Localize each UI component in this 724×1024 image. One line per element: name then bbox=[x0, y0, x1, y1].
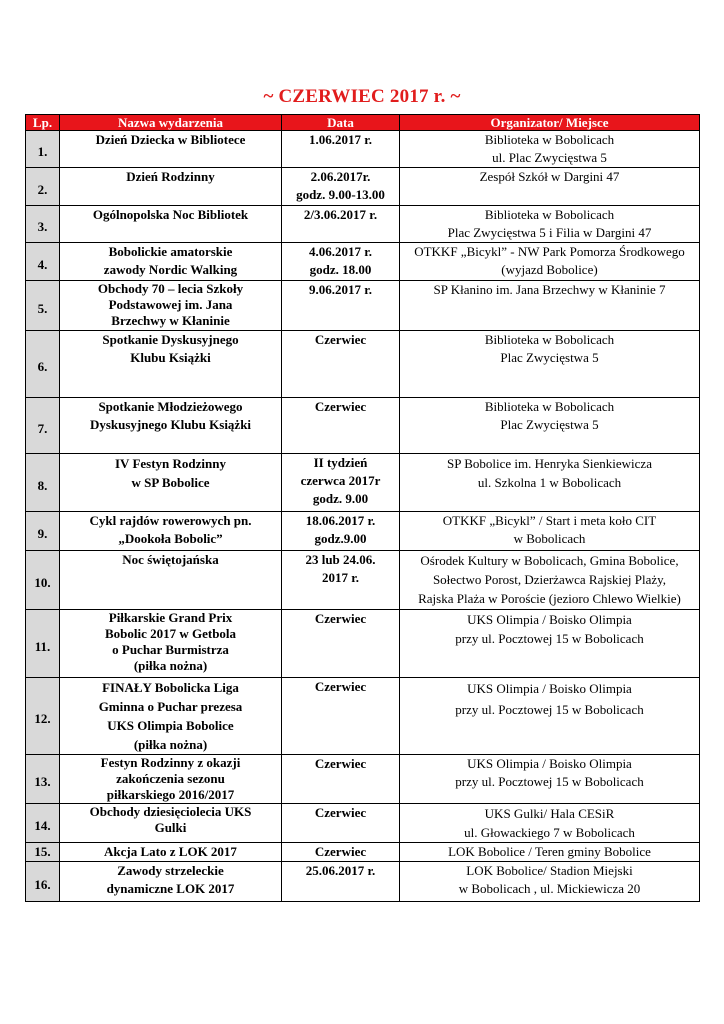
event-date: Czerwiec bbox=[282, 678, 400, 755]
table-row bbox=[26, 843, 700, 862]
event-place: Ośrodek Kultury w Bobolicach, Gmina Bobolice, Sołectwo Porost, Dzierżawca Rajskiej Plaży, Rajska Plaża w Poroście (jezioro Chlewo Wielkie) bbox=[400, 551, 700, 610]
table-row bbox=[26, 398, 700, 454]
table-row bbox=[26, 331, 700, 398]
table-row bbox=[26, 281, 700, 331]
event-place: Zespół Szkół w Dargini 47 bbox=[400, 168, 700, 206]
header-organizer-place: Organizator/ Miejsce bbox=[400, 115, 700, 131]
table-row bbox=[26, 755, 700, 804]
event-name: Dzień Dziecka w Bibliotece bbox=[60, 131, 282, 168]
event-date: 2/3.06.2017 r. bbox=[282, 206, 400, 243]
table-row bbox=[26, 243, 700, 281]
event-date: Czerwiec bbox=[282, 843, 400, 862]
header-date: Data bbox=[282, 115, 400, 131]
row-number: 1. bbox=[26, 131, 60, 168]
event-place: OTKKF „Bicykl” / Start i meta koło CIT w Bobolicach bbox=[400, 512, 700, 551]
header-lp: Lp. bbox=[26, 115, 60, 131]
table-row bbox=[26, 551, 700, 610]
row-number: 9. bbox=[26, 512, 60, 551]
event-date: Czerwiec bbox=[282, 804, 400, 843]
event-place: Biblioteka w Bobolicach Plac Zwycięstwa 5 bbox=[400, 398, 700, 454]
event-date: 9.06.2017 r. bbox=[282, 281, 400, 331]
event-name: Obchody dziesięciolecia UKS Gulki bbox=[60, 804, 282, 843]
row-number: 4. bbox=[26, 243, 60, 281]
table-row bbox=[26, 678, 700, 755]
row-number: 11. bbox=[26, 610, 60, 678]
row-number: 13. bbox=[26, 755, 60, 804]
row-number: 12. bbox=[26, 678, 60, 755]
row-number: 8. bbox=[26, 454, 60, 512]
row-number: 6. bbox=[26, 331, 60, 398]
event-date: 2.06.2017r. godz. 9.00-13.00 bbox=[282, 168, 400, 206]
event-place: SP Kłanino im. Jana Brzechwy w Kłaninie 7 bbox=[400, 281, 700, 331]
event-place: Biblioteka w Bobolicach Plac Zwycięstwa 5 bbox=[400, 331, 700, 398]
event-date: 23 lub 24.06. 2017 r. bbox=[282, 551, 400, 610]
event-name: Zawody strzeleckie dynamiczne LOK 2017 bbox=[60, 862, 282, 902]
row-number: 7. bbox=[26, 398, 60, 454]
event-place: LOK Bobolice/ Stadion Miejski w Bobolicach , ul. Mickiewicza 20 bbox=[400, 862, 700, 902]
row-number: 5. bbox=[26, 281, 60, 331]
event-name: Cykl rajdów rowerowych pn. „Dookoła Bobolic” bbox=[60, 512, 282, 551]
event-place: UKS Olimpia / Boisko Olimpia przy ul. Pocztowej 15 w Bobolicach bbox=[400, 678, 700, 755]
event-name: FINAŁY Bobolicka Liga Gminna o Puchar prezesa UKS Olimpia Bobolice (piłka nożna) bbox=[60, 678, 282, 755]
table-row bbox=[26, 610, 700, 678]
event-name: Festyn Rodzinny z okazji zakończenia sezonu piłkarskiego 2016/2017 bbox=[60, 755, 282, 804]
event-place: Biblioteka w Bobolicach ul. Plac Zwycięstwa 5 bbox=[400, 131, 700, 168]
event-place: UKS Gulki/ Hala CESiR ul. Głowackiego 7 w Bobolicach bbox=[400, 804, 700, 843]
events-table bbox=[25, 114, 700, 902]
event-place: Biblioteka w Bobolicach Plac Zwycięstwa 5 i Filia w Dargini 47 bbox=[400, 206, 700, 243]
row-number: 14. bbox=[26, 804, 60, 843]
event-place: OTKKF „Bicykl” - NW Park Pomorza Środkowego (wyjazd Bobolice) bbox=[400, 243, 700, 281]
table-row bbox=[26, 804, 700, 843]
event-date: Czerwiec bbox=[282, 755, 400, 804]
event-date: 1.06.2017 r. bbox=[282, 131, 400, 168]
table-header-row bbox=[26, 115, 700, 131]
row-number: 15. bbox=[26, 843, 60, 862]
event-place: UKS Olimpia / Boisko Olimpia przy ul. Pocztowej 15 w Bobolicach bbox=[400, 755, 700, 804]
table-row bbox=[26, 131, 700, 168]
row-number: 3. bbox=[26, 206, 60, 243]
event-place: SP Bobolice im. Henryka Sienkiewicza ul. Szkolna 1 w Bobolicach bbox=[400, 454, 700, 512]
page-title: ~ CZERWIEC 2017 r. ~ bbox=[263, 86, 461, 107]
event-name: IV Festyn Rodzinny w SP Bobolice bbox=[60, 454, 282, 512]
table-row bbox=[26, 454, 700, 512]
table-row bbox=[26, 862, 700, 902]
row-number: 10. bbox=[26, 551, 60, 610]
event-date: 4.06.2017 r. godz. 18.00 bbox=[282, 243, 400, 281]
event-place: LOK Bobolice / Teren gminy Bobolice bbox=[400, 843, 700, 862]
row-number: 16. bbox=[26, 862, 60, 902]
event-name: Akcja Lato z LOK 2017 bbox=[60, 843, 282, 862]
event-name: Obchody 70 – lecia Szkoły Podstawowej im. Jana Brzechwy w Kłaninie bbox=[60, 281, 282, 331]
row-number: 2. bbox=[26, 168, 60, 206]
event-date: 25.06.2017 r. bbox=[282, 862, 400, 902]
event-date: II tydzień czerwca 2017r godz. 9.00 bbox=[282, 454, 400, 512]
event-date: 18.06.2017 r. godz.9.00 bbox=[282, 512, 400, 551]
event-name: Dzień Rodzinny bbox=[60, 168, 282, 206]
event-name: Bobolickie amatorskie zawody Nordic Walking bbox=[60, 243, 282, 281]
event-name: Piłkarskie Grand Prix Bobolic 2017 w Getbola o Puchar Burmistrza (piłka nożna) bbox=[60, 610, 282, 678]
table-row bbox=[26, 206, 700, 243]
event-name: Spotkanie Młodzieżowego Dyskusyjnego Klubu Książki bbox=[60, 398, 282, 454]
event-name: Ogólnopolska Noc Bibliotek bbox=[60, 206, 282, 243]
table-row bbox=[26, 512, 700, 551]
table-row bbox=[26, 168, 700, 206]
event-place: UKS Olimpia / Boisko Olimpia przy ul. Pocztowej 15 w Bobolicach bbox=[400, 610, 700, 678]
event-date: Czerwiec bbox=[282, 331, 400, 398]
event-date: Czerwiec bbox=[282, 398, 400, 454]
event-name: Noc świętojańska bbox=[60, 551, 282, 610]
event-date: Czerwiec bbox=[282, 610, 400, 678]
event-name: Spotkanie Dyskusyjnego Klubu Książki bbox=[60, 331, 282, 398]
header-event-name: Nazwa wydarzenia bbox=[60, 115, 282, 131]
